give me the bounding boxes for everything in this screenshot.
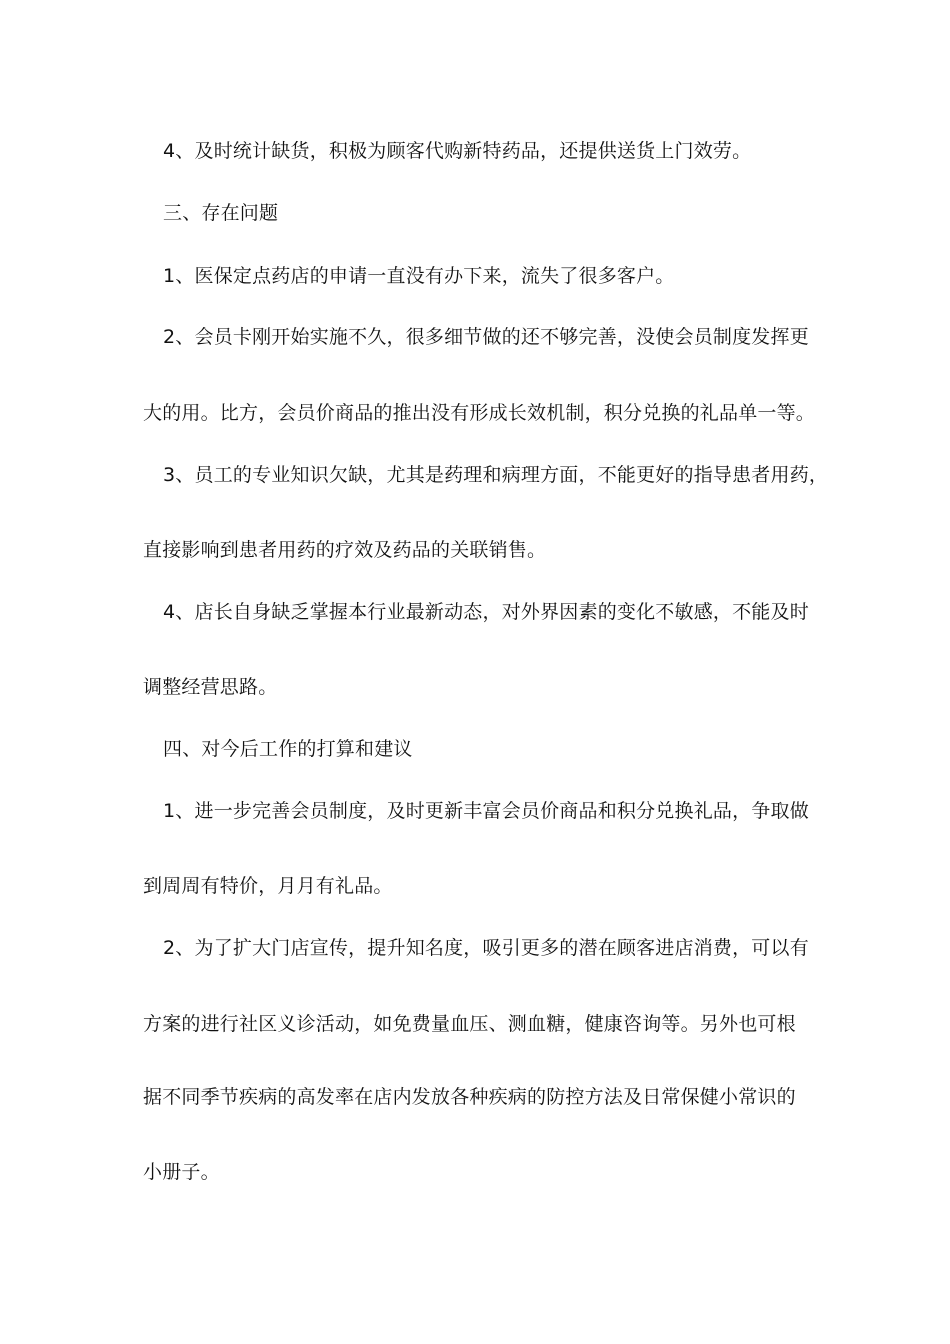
list-item-2-promotion-cont-3: 小册子。 bbox=[143, 1161, 220, 1183]
list-item-1-improve-membership: 1、进一步完善会员制度，及时更新丰富会员价商品和积分兑换礼品，争取做 bbox=[163, 800, 809, 822]
list-item-1-improve-membership-cont: 到周周有特价，月月有礼品。 bbox=[143, 875, 393, 897]
list-item-4-manager: 4、店长自身缺乏掌握本行业最新动态，对外界因素的变化不敏感，不能及时 bbox=[163, 601, 809, 623]
list-item-2-membership-cont: 大的用。比方，会员价商品的推出没有形成长效机制，积分兑换的礼品单一等。 bbox=[143, 402, 816, 424]
list-item-4-manager-cont: 调整经营思路。 bbox=[143, 676, 278, 698]
section-heading-plans: 四、对今后工作的打算和建议 bbox=[163, 738, 413, 760]
list-item-1-insurance: 1、医保定点药店的申请一直没有办下来，流失了很多客户。 bbox=[163, 265, 675, 287]
list-item-2-membership: 2、会员卡刚开始实施不久，很多细节做的还不够完善，没使会员制度发挥更 bbox=[163, 326, 809, 348]
list-item-2-promotion: 2、为了扩大门店宣传，提升知名度，吸引更多的潜在顾客进店消费，可以有 bbox=[163, 937, 809, 959]
section-heading-problems: 三、存在问题 bbox=[163, 202, 279, 224]
list-item-2-promotion-cont-2: 据不同季节疾病的高发率在店内发放各种疾病的防控方法及日常保健小常识的 bbox=[143, 1086, 796, 1108]
list-item-3-staff: 3、员工的专业知识欠缺，尤其是药理和病理方面，不能更好的指导患者用药， bbox=[163, 464, 829, 486]
list-item-3-staff-cont: 直接影响到患者用药的疗效及药品的关联销售。 bbox=[143, 539, 547, 561]
list-item-2-promotion-cont-1: 方案的进行社区义诊活动，如免费量血压、测血糖，健康咨询等。另外也可根 bbox=[143, 1013, 796, 1035]
list-item-4-stockout: 4、及时统计缺货，积极为顾客代购新特药品，还提供送货上门效劳。 bbox=[163, 140, 752, 162]
